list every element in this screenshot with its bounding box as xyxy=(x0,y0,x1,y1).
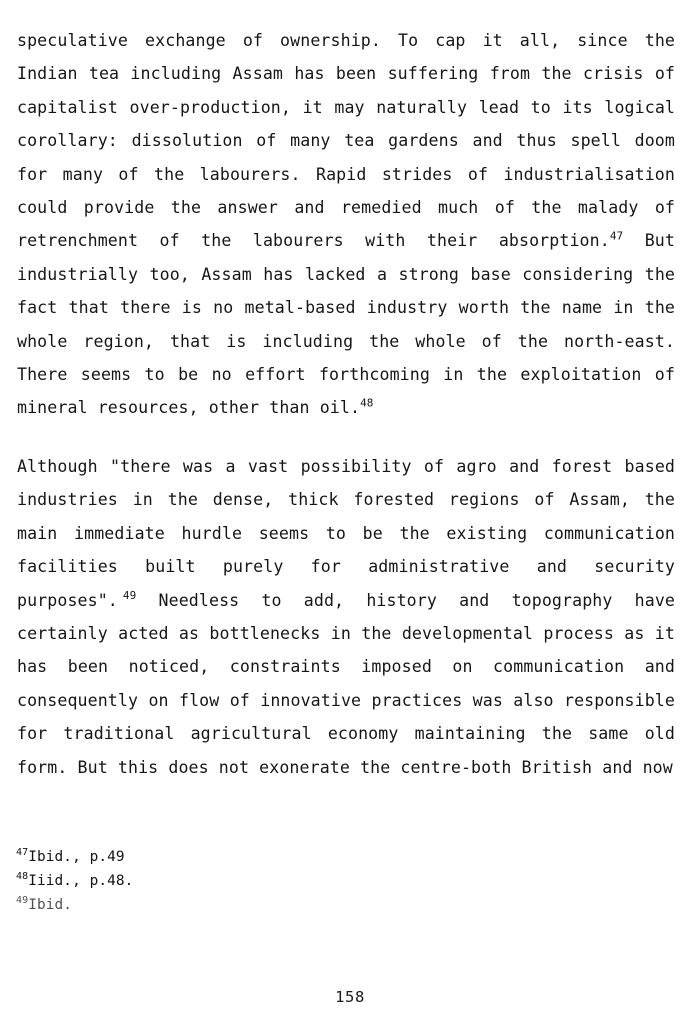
paragraph-2-text-part-1: Although "there was a vast possibility of agro and forest based industries in the dense, thick forested regions of Assam, the main immediate hurdle seems to be the existing communication facilities built purely for administrative and security purposes". xyxy=(17,456,675,610)
footnote-item-49 xyxy=(16,894,416,918)
footnote-item-47 xyxy=(16,846,416,870)
paragraph-1-text-part-2: But industrially too, Assam has lacked a strong base considering the fact that there is no metal-based industry worth the name in the whole region, that is including the whole of the north-east. There seems to be no effort forthcoming in the exploitation of mineral resources, other than oil. xyxy=(17,231,675,418)
footnote-number-49: 49 xyxy=(16,894,29,906)
footnote-text-49: Ibid. xyxy=(28,896,73,913)
footnote-marker-47[interactable]: 47 xyxy=(609,229,624,243)
footnote-text-47: Ibid., p.49 xyxy=(28,849,125,865)
paragraph-1-text-part-1: speculative exchange of ownership. To cap it all, since the Indian tea including Assam has been suffering from the crisis of capitalist over-production, it may naturally lead to its logical corollary: dissolution of many tea gardens and thus spell doom for many of the labourers. Rapid strides of industrialisation could provide the answer and remedied much of the malady of retrenchment of the labourers with their absorption. xyxy=(17,31,675,251)
footnote-number-48: 48 xyxy=(16,871,29,882)
paragraph-2 xyxy=(17,450,675,784)
paragraph-1 xyxy=(17,24,675,425)
body-text-column xyxy=(17,24,675,784)
paragraph-2-text-part-2: Needless to add, history and topography have certainly acted as bottlenecks in the developmental process as it has been noticed, constraints imposed on communication and consequently on flow of innovative practices was also responsible for traditional agricultural economy maintaining the same old form. But this does not exonerate the centre-both British and now xyxy=(17,590,675,777)
footnote-marker-49[interactable]: 49 xyxy=(122,588,137,602)
page-number: 158 xyxy=(335,988,365,1006)
footnote-item-48 xyxy=(16,870,416,894)
footnote-list xyxy=(16,846,416,917)
footnote-text-48: Iiid., p.48. xyxy=(28,872,134,889)
footnote-marker-48[interactable]: 48 xyxy=(360,396,374,410)
footnote-number-47: 47 xyxy=(16,847,29,859)
